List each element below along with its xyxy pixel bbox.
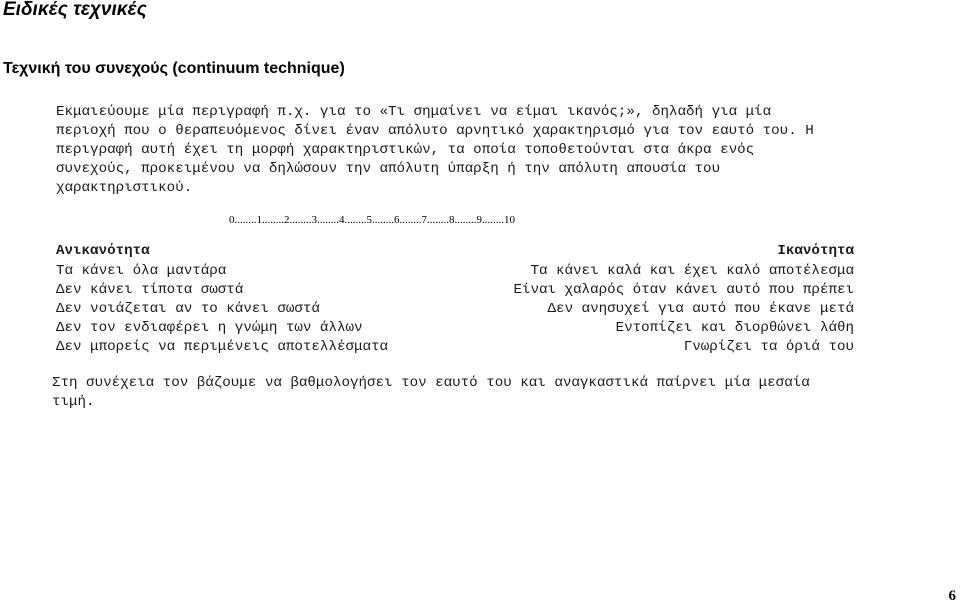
page-number: 6 — [948, 588, 956, 604]
page-title: Ειδικές τεχνικές — [3, 0, 147, 20]
list-item: Γνωρίζει τα όριά του — [683, 339, 854, 355]
intro-paragraph — [56, 103, 814, 198]
left-column-list — [56, 262, 388, 357]
intro-line: περιοχή που ο θεραπευόμενος δίνει έναν απόλυτο αρνητικό χαρακτηρισμό για τον εαυτό του. Η — [56, 123, 814, 139]
left-column-heading: Ανικανότητα — [56, 243, 150, 259]
list-item: Δεν ανησυχεί για αυτό που έκανε μετά — [547, 301, 854, 317]
list-item: Δεν τον ενδιαφέρει η γνώμη των άλλων — [56, 320, 363, 336]
section-title: Τεχνική του συνεχούς (continuum technique) — [3, 60, 345, 77]
list-item: Δεν κάνει τίποτα σωστά — [56, 282, 244, 298]
intro-line: χαρακτηριστικού. — [56, 180, 193, 196]
intro-line: συνεχούς, προκειμένου να δηλώσουν την απόλυτη ύπαρξη ή την απόλυτη απουσία του — [56, 161, 721, 177]
list-item: Εντοπίζει και διορθώνει λάθη — [615, 320, 854, 336]
list-item: Δεν νοιάζεται αν το κάνει σωστά — [56, 301, 320, 317]
list-item: Τα κάνει όλα μαντάρα — [56, 263, 227, 279]
list-item: Τα κάνει καλά και έχει καλό αποτέλεσμα — [530, 263, 854, 279]
right-column-heading: Ικανότητα — [777, 243, 854, 259]
intro-line: περιγραφή αυτή έχει τη μορφή χαρακτηριστικών, τα οποία τοποθετούνται στα άκρα ενός — [56, 142, 755, 158]
list-item: Είναι χαλαρός όταν κάνει αυτό που πρέπει — [513, 282, 854, 298]
right-column-list — [513, 262, 854, 357]
closing-line: τιμή. — [52, 394, 95, 410]
closing-paragraph — [52, 374, 810, 412]
closing-line: Στη συνέχεια τον βάζουμε να βαθμολογήσει τον εαυτό του και αναγκαστικά παίρνει μία μεσαία — [52, 375, 810, 391]
list-item: Δεν μπορείς να περιμένεις αποτελλέσματα — [56, 339, 389, 355]
intro-line: Εκμαιεύουμε μία περιγραφή π.χ. για το «Τι σημαίνει να είμαι ικανός;», δηλαδή για μία — [56, 104, 772, 120]
rating-scale: 0........1........2........3........4........5........6........7........8........9........10 — [229, 214, 515, 226]
